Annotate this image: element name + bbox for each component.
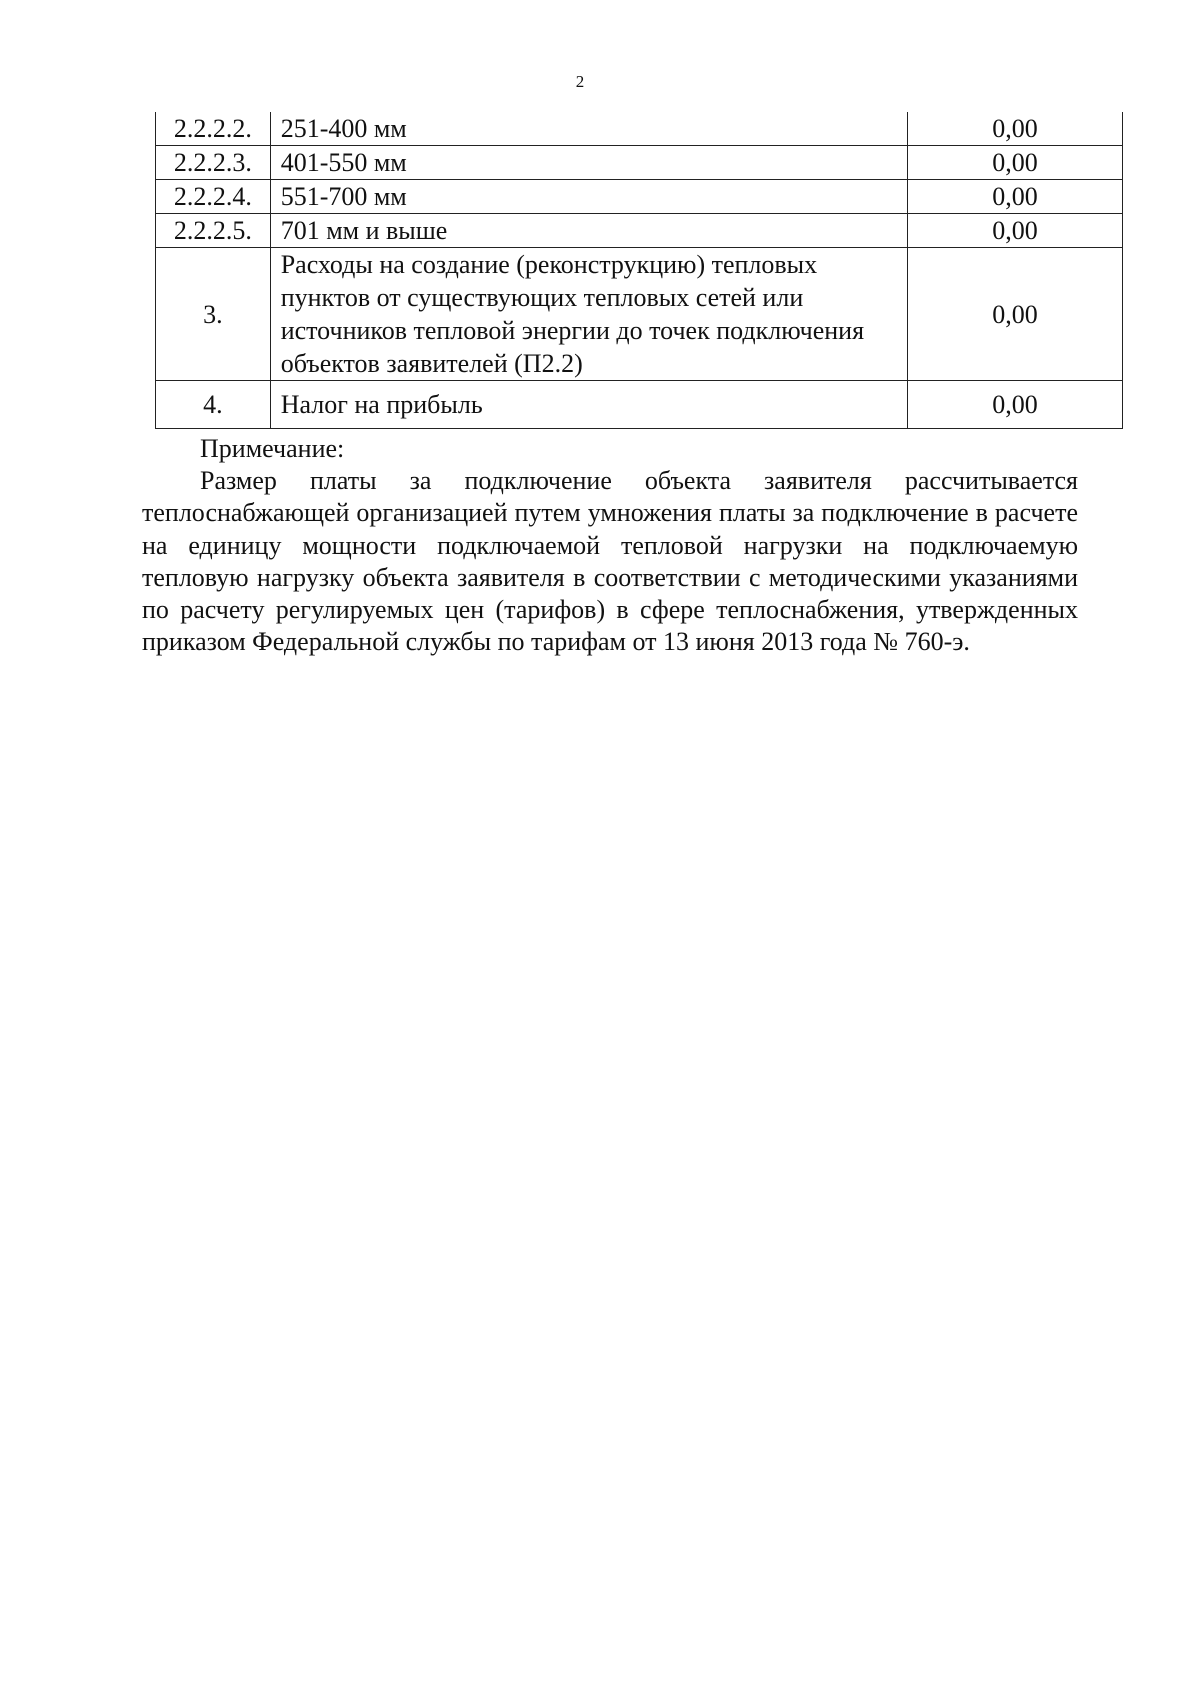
table-row xyxy=(156,381,1123,429)
row-name-cell: Налог на прибыль xyxy=(270,381,907,429)
page-number: 2 xyxy=(575,72,585,91)
note-title: Примечание: xyxy=(200,434,345,463)
table-row xyxy=(156,112,1123,146)
row-name-cell: 701 мм и выше xyxy=(270,214,907,248)
note-paragraph: Размер платы за подключение объекта заявителя рассчитывается теплоснабжающей организацией путем умножения платы за подключение в расчете на единицу мощности подключаемой тепловой нагрузки на подключаемую тепловую нагрузку объекта заявителя в соответствии с методическими указаниями по расчету регулируемых цен (тарифов) в сфере теплоснабжения, утвержденных приказом Федеральной службы по тарифам от 13 июня 2013 года № 760-э. xyxy=(142,466,1078,657)
row-number-cell: 2.2.2.3. xyxy=(156,146,271,180)
table-row xyxy=(156,248,1123,381)
table-row xyxy=(156,180,1123,214)
row-number-cell: 2.2.2.4. xyxy=(156,180,271,214)
row-number-cell: 2.2.2.2. xyxy=(156,112,271,146)
row-number-cell: 3. xyxy=(156,248,271,381)
row-number-cell: 2.2.2.5. xyxy=(156,214,271,248)
row-number-cell: 4. xyxy=(156,381,271,429)
row-value-cell: 0,00 xyxy=(908,381,1123,429)
row-value-cell: 0,00 xyxy=(908,146,1123,180)
table-row xyxy=(156,214,1123,248)
row-value-cell: 0,00 xyxy=(908,214,1123,248)
row-value-cell: 0,00 xyxy=(908,248,1123,381)
row-value-cell: 0,00 xyxy=(908,112,1123,146)
cost-table xyxy=(155,112,1123,429)
table-row xyxy=(156,146,1123,180)
row-name-cell: Расходы на создание (реконструкцию) тепловых пунктов от существующих тепловых сетей или источников тепловой энергии до точек подключения объектов заявителей (П2.2) xyxy=(270,248,907,381)
row-name-cell: 251-400 мм xyxy=(270,112,907,146)
row-name-cell: 551-700 мм xyxy=(270,180,907,214)
row-name-cell: 401-550 мм xyxy=(270,146,907,180)
row-value-cell: 0,00 xyxy=(908,180,1123,214)
